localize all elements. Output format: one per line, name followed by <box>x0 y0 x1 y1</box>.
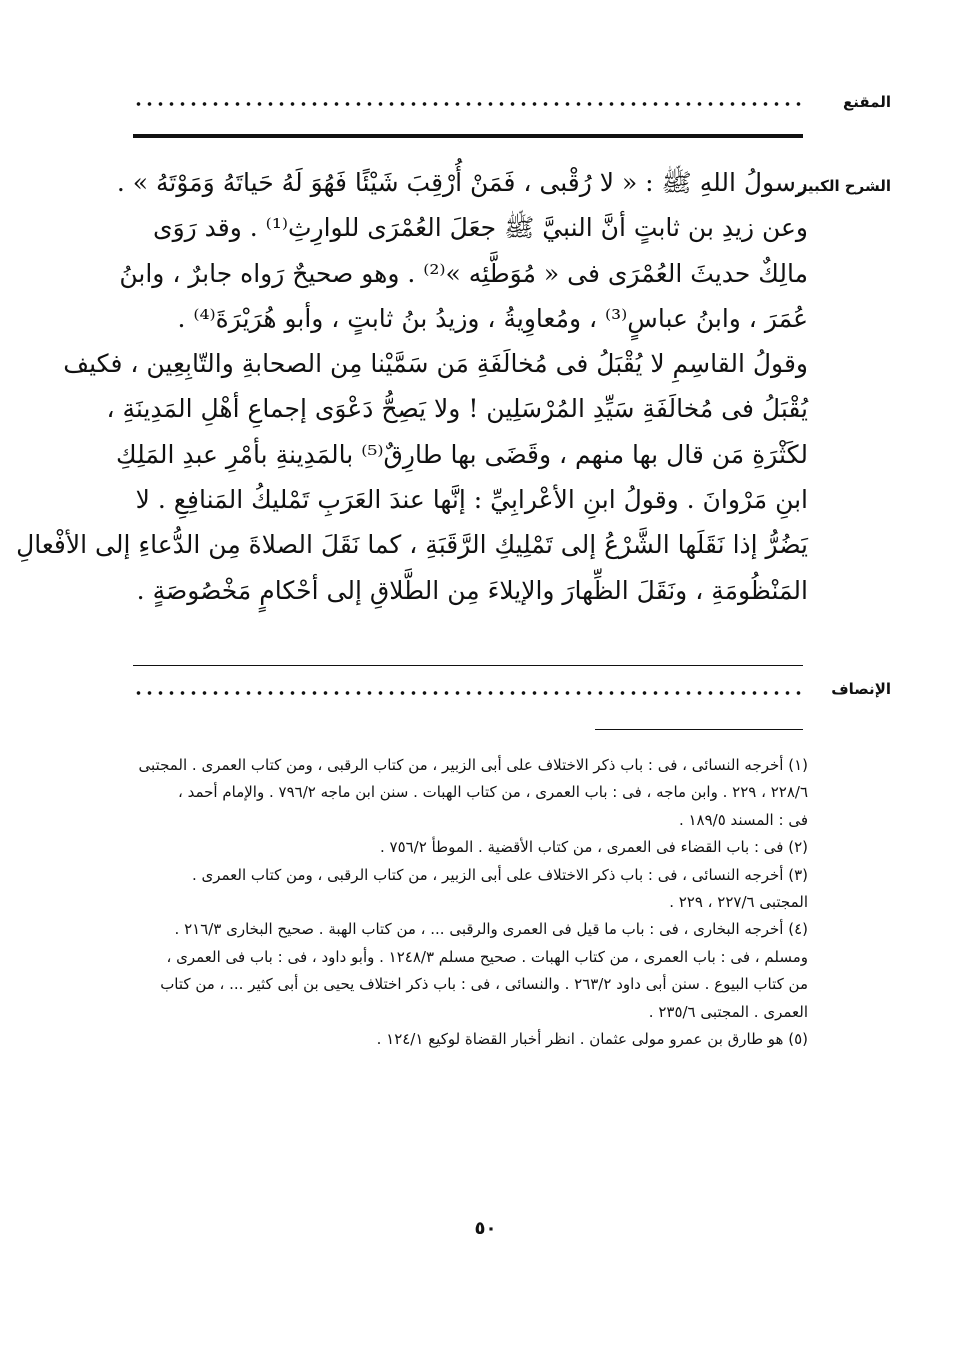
page-number: ٥٠ <box>474 1218 497 1239</box>
footnote-line: (٢) فى : باب القضاء فى العمرى ، من كتاب الأقضية . الموطأ ٧٥٦/٢ . <box>379 838 808 857</box>
dotted-rule-top <box>133 101 801 107</box>
footnote-line: المجتبى ٢٢٧/٦ ، ٢٢٩ . <box>669 892 808 911</box>
text-line: وقولُ القاسِمِ لا يُقْبَلُ فى مُخالَفَةِ مَن سَمَّيْنا مِن الصحابةِ والتّابِعِين ، فكيف <box>63 349 808 379</box>
footnote-line: العمرى . المجتبى ٢٣٥/٦ . <box>648 1002 808 1021</box>
footnote-line: فى : المسند ١٨٩/٥ . <box>678 810 808 829</box>
footnote-line: (٤) أخرجه البخارى ، فى : باب ما قيل فى العمرى والرقبى ... ، من كتاب الهبة . صحيح البخارى ٢١٦/٣ . <box>174 920 808 939</box>
text-line: يُقْبَلُ فى مُخالَفَةِ سَيِّدِ المُرْسَلِين ! ولا يَصِحُّ دَعْوَى إجماعِ أهْلِ المَدِينَةِ ، <box>106 394 808 424</box>
footnote-line: (٥) هو طارق بن عمرو مولى عثمان . انظر أخبار القضاة لوكيع ١٢٤/١ . <box>376 1029 808 1048</box>
text-line: ابنِ مَرْوانَ . وقولُ ابنِ الأعْرابِيِّ : إنَّها عندَ العَرَبِ تَمْليكُ المَنافِعِ . لا <box>135 485 808 515</box>
text-line: المَنْظُومَةِ ، ونَقَلَ الظِّهارَ والإيلاءَ مِن الطَّلاقِ إلى أحْكامٍ مَخْصُوصَةٍ . <box>136 575 808 605</box>
footnote-separator <box>595 729 803 730</box>
text-line: رسولُ اللهِ ﷺ : « لا رُقْبى ، فَمَنْ أُرْقِبَ شَيْئًا فَهُوَ لَهُ حَياتَهُ وَمَوْتَهُ » . <box>116 168 808 197</box>
section-rule-thick <box>133 134 803 138</box>
label-insaf: الإنصاف <box>831 680 891 698</box>
text-line: مالِكٌ حديثَ العُمْرَى فى « مُوَطَّئِه »⁽²⁾ . وهو صحيحٌ رَواه جابرٌ ، وابنُ <box>119 258 808 288</box>
text-line: لكَثْرَةِ مَن قال بها منهم ، وقَضَى بها طارِقٌ⁽⁵⁾ بالمَدِينةِ بأمْرِ عبدِ المَلِكِ <box>116 439 808 469</box>
footnote-line: (١) أخرجه النسائى ، فى : باب ذكر الاختلاف على أبى الزبير ، من كتاب الرقبى ، ومن كتاب العمرى . المجتبى <box>138 756 808 774</box>
footnote-line: من كتاب البيوع . سنن أبى داود ٢٦٣/٢ . والنسائى ، فى : باب ذكر اختلاف يحيى بن أبى كثير ... ، من كتاب <box>160 975 808 994</box>
main-commentary-text <box>16 160 808 613</box>
footnotes <box>128 752 808 1053</box>
text-line: عُمَرَ ، وابنُ عباسٍ⁽³⁾ ، ومُعاوِيةُ ، وزيدُ بنُ ثابتٍ ، وأبو هُرَيْرَةَ⁽⁴⁾ . <box>177 303 808 333</box>
label-sharh-kabir: الشرح الكبير <box>798 177 891 195</box>
section-rule-thin <box>133 665 803 666</box>
footnote-line: ٢٢٨/٦ ، ٢٢٩ . وابن ماجه ، فى : باب العمرى ، من كتاب الهبات . سنن ابن ماجه ٧٩٦/٢ . والإمام أحمد ، <box>178 783 808 802</box>
text-line: يَضُرُّ إذا نَقَلَها الشَّرْعُ إلى تَمْلِيكِ الرَّقَبَةِ ، كما نَقَلَ الصلاةَ مِن الدُّعاءِ إلى الأفْعالِ <box>16 530 808 560</box>
dotted-rule-bottom <box>133 690 801 696</box>
footnote-line: ومسلم ، فى : باب العمرى ، من كتاب الهبات . صحيح مسلم ١٢٤٨/٣ . وأبو داود ، فى : باب فى العمرى ، <box>166 947 808 966</box>
label-muqni: المقنع <box>843 93 891 111</box>
footnote-line: (٣) أخرجه النسائى ، فى : باب ذكر الاختلاف على أبى الزبير ، من كتاب الرقبى ، ومن كتاب العمرى . <box>191 865 808 884</box>
text-line: وعن زيدِ بن ثابتٍ أنَّ النبيَّ ﷺ جعَلَ العُمْرَى للوارِثِ⁽¹⁾ . وقد رَوَى <box>153 213 808 243</box>
